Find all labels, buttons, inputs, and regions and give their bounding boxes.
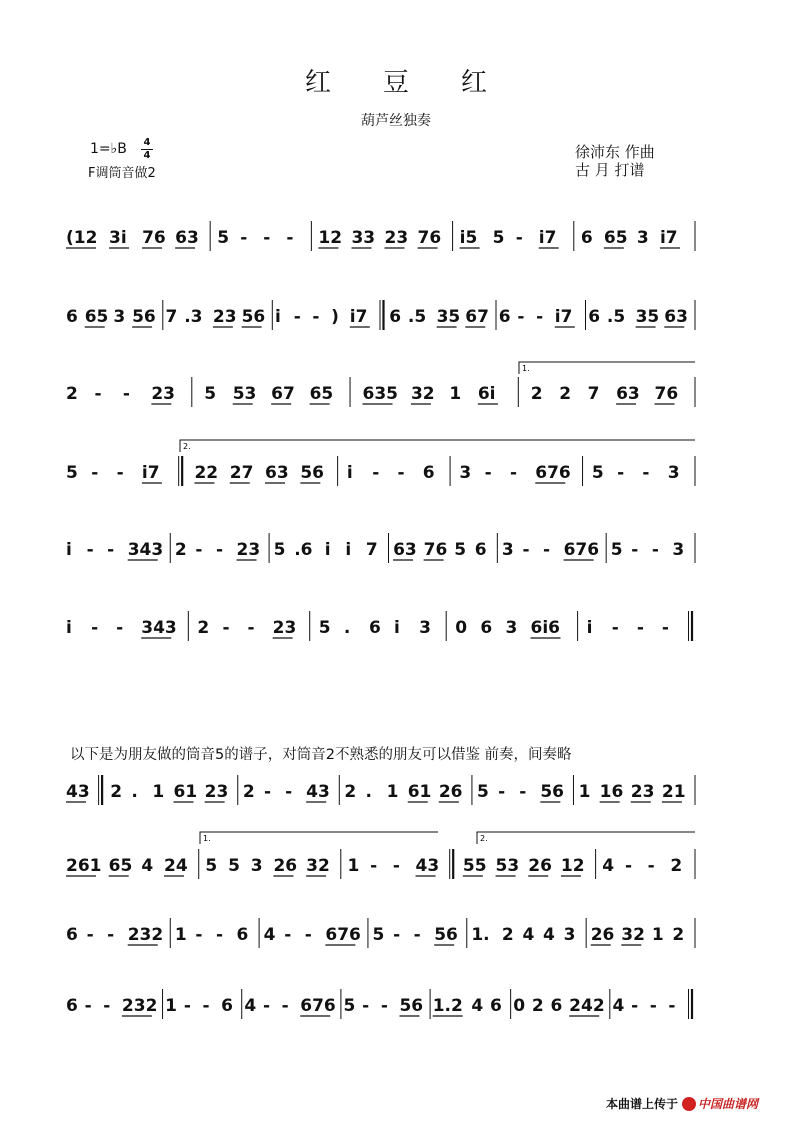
note-group: 1 (152, 782, 165, 802)
note-group: 4 (471, 996, 484, 1016)
note-group: - (263, 228, 271, 248)
note-group: 26 (528, 856, 552, 876)
note-group: - (370, 856, 378, 876)
note-group: - (631, 996, 639, 1016)
note-group: 26 (438, 782, 463, 802)
note-group: 1 (347, 856, 360, 876)
note-group: 5 (454, 540, 467, 560)
note-group: i (345, 540, 352, 560)
note-group: 6 (422, 463, 435, 483)
note-group: 43 (66, 782, 90, 802)
note-group: 2 (174, 540, 187, 560)
note-group: - (636, 618, 644, 638)
note-group: 0 (513, 996, 526, 1016)
note-group: 27 (229, 463, 254, 483)
note-group: 3 (667, 463, 680, 483)
note-group: 53 (232, 384, 257, 404)
note-group: - (649, 996, 657, 1016)
note-group: . (365, 782, 372, 802)
note-group: 4 (244, 996, 257, 1016)
note-group: 65 (309, 384, 334, 404)
note-group: 2 (559, 384, 572, 404)
note-group: 1 (386, 782, 399, 802)
note-group: 32 (410, 384, 435, 404)
note-group: 5 (610, 540, 623, 560)
note-group: 56 (399, 996, 424, 1016)
note-group: - (647, 856, 655, 876)
volta-bracket (519, 362, 695, 374)
note-group: 43 (306, 782, 330, 802)
note-group: 43 (415, 856, 440, 876)
note-group: 35 (635, 307, 660, 327)
note-group: - (392, 856, 400, 876)
note-group: (12 (66, 228, 98, 248)
note-group: - (484, 463, 492, 483)
note-group: 33 (351, 228, 376, 248)
transcription-remark: 以下是为朋友做的筒音5的谱子，对筒音2不熟悉的朋友可以借鉴 前奏，间奏略 (70, 747, 572, 763)
note-group: - (372, 463, 380, 483)
note-group: - (380, 996, 388, 1016)
note-group: 676 (300, 996, 336, 1016)
note-group: 56 (241, 307, 266, 327)
note-group: - (195, 925, 203, 945)
note-group: - (522, 540, 530, 560)
note-group: 76 (142, 228, 166, 248)
note-group: 676 (563, 540, 600, 560)
note-group: - (517, 307, 525, 327)
note-group: 6 (66, 925, 78, 945)
note-group: i7 (349, 307, 368, 327)
note-group: 76 (654, 384, 679, 404)
note-group: - (285, 782, 293, 802)
note-group: 23 (204, 782, 229, 802)
note-group: - (247, 618, 255, 638)
note-group: 5 (205, 856, 218, 876)
note-group: 1 (449, 384, 462, 404)
note-group: 21 (661, 782, 686, 802)
note-group: 67 (271, 384, 295, 404)
note-group: 5 (273, 540, 286, 560)
note-group: 6 (588, 307, 601, 327)
note-group: - (498, 782, 506, 802)
note-group: 4 (612, 996, 625, 1016)
note-group: 61 (173, 782, 198, 802)
note-group: . (343, 618, 351, 638)
note-group: 635 (362, 384, 398, 404)
volta-bracket (200, 832, 438, 844)
note-group: 3 (636, 228, 649, 248)
note-group: 343 (127, 540, 164, 560)
note-group: - (195, 540, 203, 560)
note-group: 67 (465, 307, 489, 327)
note-group: 2 (344, 782, 357, 802)
note-group: 26 (273, 856, 298, 876)
note-group: - (91, 463, 99, 483)
note-group: 65 (108, 856, 133, 876)
note-group: - (515, 228, 523, 248)
note-group: 32 (306, 856, 330, 876)
note-group: 53 (495, 856, 520, 876)
note-group: 56 (300, 463, 325, 483)
note-group: - (304, 925, 312, 945)
note-group: - (397, 463, 405, 483)
note-group: - (91, 618, 99, 638)
note-group: 63 (616, 384, 640, 404)
note-group: 0 (455, 618, 468, 638)
note-group: 56 (540, 782, 565, 802)
note-group: 1.2 (432, 996, 463, 1016)
note-group: ) (331, 307, 339, 327)
note-group: 55 (462, 856, 487, 876)
note-group: 3 (113, 307, 126, 327)
note-group: - (519, 782, 527, 802)
volta-label: 1. (203, 834, 211, 843)
note-group: 2 (110, 782, 123, 802)
note-group: - (86, 925, 94, 945)
note-group: - (183, 996, 191, 1016)
note-group: - (536, 307, 544, 327)
note-group: 6 (389, 307, 402, 327)
note-group: 5 (217, 228, 230, 248)
note-group: 26 (590, 925, 615, 945)
note-group: .5 (407, 307, 427, 327)
note-group: - (661, 618, 669, 638)
note-group: 6 (474, 540, 487, 560)
note-group: - (107, 925, 115, 945)
meter-top: 4 (143, 137, 151, 148)
footer-site: 中国曲谱网 (697, 1097, 758, 1111)
note-group: 3 (563, 925, 576, 945)
note-group: 6 (580, 228, 593, 248)
note-group: 2 (501, 925, 514, 945)
note-group: 6i (477, 384, 496, 404)
note-group: 2 (531, 996, 544, 1016)
note-group: 6i6 (530, 618, 561, 638)
note-group: 2 (672, 925, 685, 945)
note-group: - (286, 228, 294, 248)
note-group: 6 (66, 307, 78, 327)
note-group: 5 (343, 996, 356, 1016)
note-group: 4 (263, 925, 276, 945)
volta-bracket (180, 440, 695, 452)
note-group: i7 (141, 463, 160, 483)
note-group: - (122, 384, 130, 404)
volta-bracket (477, 832, 695, 844)
note-group: - (215, 540, 224, 560)
note-group: 1 (578, 782, 591, 802)
note-group: - (611, 618, 619, 638)
volta-label: 1. (522, 364, 530, 373)
note-group: .3 (184, 307, 203, 327)
note-group: 2 (242, 782, 255, 802)
note-group: 3 (501, 540, 514, 560)
note-group: 7 (365, 540, 378, 560)
note-group: - (84, 996, 92, 1016)
note-group: 232 (127, 925, 164, 945)
note-group: 56 (132, 307, 156, 327)
note-group: 76 (417, 228, 442, 248)
note-group: 63 (175, 228, 199, 248)
note-group: 5 (591, 463, 604, 483)
note-group: 2 (197, 618, 210, 638)
note-group: 22 (194, 463, 219, 483)
note-group: 232 (121, 996, 158, 1016)
note-group: - (222, 618, 230, 638)
note-group: 6 (498, 307, 511, 327)
note-group: 261 (66, 856, 102, 876)
note-group: 3 (459, 463, 472, 483)
note-group: 12 (560, 856, 585, 876)
note-group: 2 (530, 384, 543, 404)
note-group: - (362, 996, 370, 1016)
note-group: i7 (538, 228, 557, 248)
note-group: - (281, 996, 289, 1016)
note-group: 6 (550, 996, 563, 1016)
note-group: 3 (505, 618, 518, 638)
note-group: 6 (221, 996, 233, 1016)
volta-label: 2. (183, 442, 191, 451)
note-group: 3 (250, 856, 263, 876)
footer-prefix: 本曲谱上传于 (605, 1097, 678, 1111)
note-group: 6 (236, 925, 249, 945)
note-group: . (131, 782, 138, 802)
note-group: 16 (599, 782, 624, 802)
note-group: 2 (66, 384, 78, 404)
note-group: i5 (459, 228, 478, 248)
note-group: i (394, 618, 400, 638)
note-group: 63 (393, 540, 417, 560)
note-group: - (215, 925, 224, 945)
note-group: - (293, 307, 301, 327)
note-group: 35 (436, 307, 461, 327)
page-title: 红豆红 (304, 68, 539, 98)
note-group: - (651, 540, 659, 560)
site-logo-icon (682, 1097, 696, 1111)
note-group: - (617, 463, 625, 483)
note-group: 676 (325, 925, 361, 945)
note-group: 7 (587, 384, 600, 404)
note-group: - (668, 996, 676, 1016)
note-group: i (66, 618, 72, 638)
note-group: 32 (621, 925, 645, 945)
note-group: - (312, 307, 320, 327)
note-group: i (275, 307, 281, 327)
note-group: 7 (165, 307, 178, 327)
note-group: .6 (294, 540, 313, 560)
note-group: 23 (236, 540, 261, 560)
note-group: 4 (141, 856, 154, 876)
subtitle: 葫芦丝独奏 (361, 113, 431, 129)
note-group: 23 (212, 307, 237, 327)
note-group: - (263, 782, 272, 802)
note-group: .5 (606, 307, 626, 327)
note-group: 5 (492, 228, 505, 248)
note-group: 4 (602, 856, 615, 876)
note-group: 24 (164, 856, 188, 876)
note-group: i7 (659, 228, 678, 248)
note-group: 56 (434, 925, 458, 945)
note-group: 1 (651, 925, 664, 945)
note-group: 23 (630, 782, 655, 802)
note-group: 2 (670, 856, 683, 876)
key-signature: 1=♭B (90, 141, 127, 157)
note-group: - (642, 463, 650, 483)
note-group: 23 (272, 618, 297, 638)
note-group: 61 (407, 782, 432, 802)
note-group: - (116, 463, 124, 483)
note-group: 63 (265, 463, 289, 483)
note-group: - (103, 996, 111, 1016)
note-group: - (86, 540, 94, 560)
note-group: 5 (372, 925, 385, 945)
note-group: - (107, 540, 115, 560)
note-group: i (66, 540, 72, 560)
note-group: 6 (368, 618, 381, 638)
note-group: - (202, 996, 210, 1016)
transcriber-credit: 古 月 打谱 (575, 161, 645, 179)
meter-bottom: 4 (143, 150, 151, 161)
note-group: - (284, 925, 292, 945)
note-group: 12 (318, 228, 343, 248)
note-group: i (586, 618, 593, 638)
note-group: i7 (554, 307, 573, 327)
note-group: 6 (480, 618, 493, 638)
note-group: - (263, 996, 271, 1016)
note-group: 5 (66, 463, 78, 483)
note-group: 6 (66, 996, 78, 1016)
note-group: 4 (543, 925, 555, 945)
note-group: - (509, 463, 518, 483)
note-group: 4 (522, 925, 535, 945)
note-group: 3i (109, 228, 127, 248)
note-group: 76 (423, 540, 448, 560)
note-group: 65 (84, 307, 109, 327)
note-group: 5 (477, 782, 489, 802)
note-group: 5 (204, 384, 217, 404)
note-group: 1. (471, 925, 490, 945)
volta-label: 2. (480, 834, 488, 843)
note-group: 1 (165, 996, 178, 1016)
note-group: - (631, 540, 639, 560)
note-group: - (94, 384, 102, 404)
note-group: 242 (569, 996, 605, 1016)
note-group: 23 (151, 384, 176, 404)
composer-credit: 徐沛东 作曲 (575, 143, 655, 161)
note-group: 63 (664, 307, 688, 327)
note-group: 65 (603, 228, 628, 248)
note-group: - (116, 618, 124, 638)
note-group: 5 (228, 856, 240, 876)
note-group: i (324, 540, 331, 560)
note-group: 1 (174, 925, 187, 945)
note-group: - (393, 925, 401, 945)
note-group: i (346, 463, 353, 483)
note-group: - (240, 228, 248, 248)
fingering-note: F调筒音做2 (88, 166, 156, 181)
note-group: - (543, 540, 551, 560)
note-group: - (413, 925, 421, 945)
note-group: 6 (490, 996, 502, 1016)
note-group: 23 (384, 228, 409, 248)
note-group: 3 (672, 540, 685, 560)
note-group: 3 (419, 618, 431, 638)
note-group: 676 (535, 463, 571, 483)
note-group: 5 (318, 618, 331, 638)
footer-credit (606, 1095, 758, 1112)
note-group: 343 (141, 618, 177, 638)
note-group: - (624, 856, 633, 876)
